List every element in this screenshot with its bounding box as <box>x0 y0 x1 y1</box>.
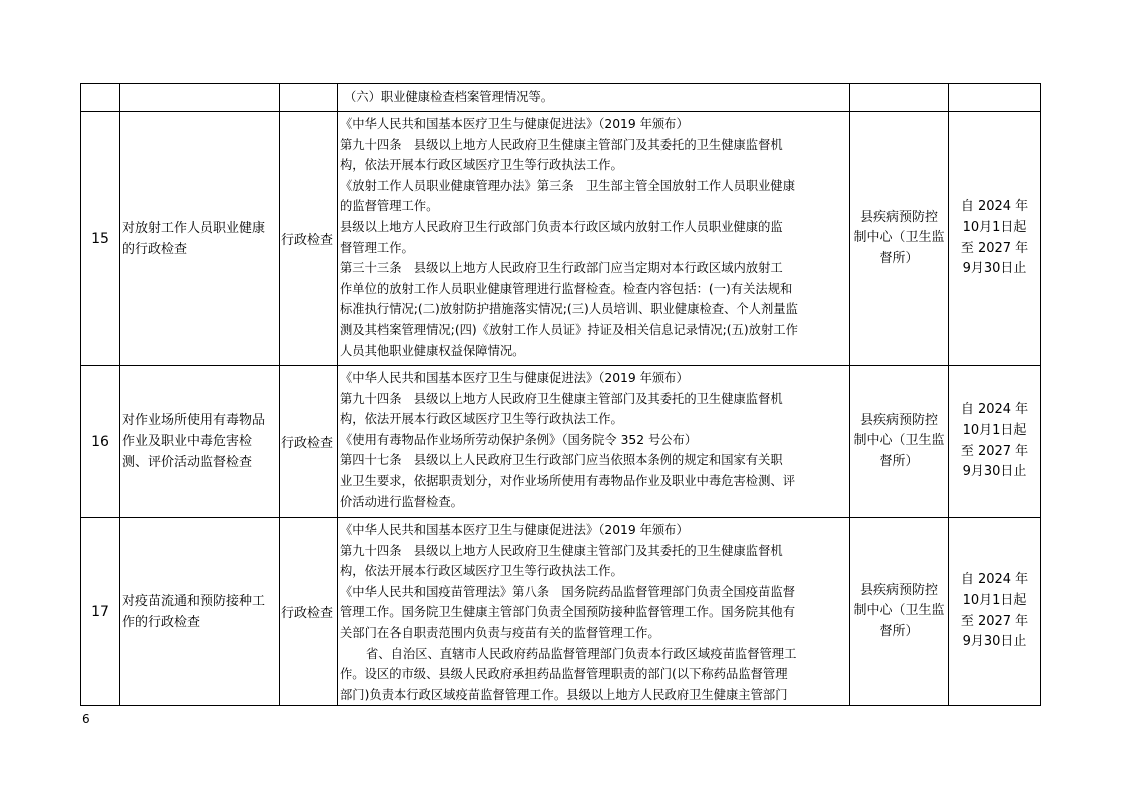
item-line: 作的行政检查 <box>122 614 201 630</box>
basis-line: 标准执行情况;(二)放射防护措施落实情况;(三)人员培训、职业健康检查、个人剂量监 <box>340 302 798 317</box>
dept-line: 制中心（卫生监 <box>853 603 945 619</box>
basis-line: 人员其他职业健康权益保障情况。 <box>340 343 525 358</box>
item-cell <box>120 518 280 706</box>
basis-line: 《中华人民共和国基本医疗卫生与健康促进法》（2019 年颁布） <box>340 371 689 385</box>
dept-line: 督所） <box>879 623 919 639</box>
time-line: 自 2024 年 <box>960 572 1029 588</box>
enforcement-table <box>80 83 1041 706</box>
item-line: 测、评价活动监督检查 <box>122 455 253 470</box>
time-line: 9月30日止 <box>962 464 1027 480</box>
basis-line: 第四十七条 县级以上人民政府卫生行政部门应当依照本条例的规定和国家有关职 <box>340 453 783 468</box>
basis-line: 第九十四条 县级以上地方人民政府卫生健康主管部门及其委托的卫生健康监督机 <box>340 137 783 152</box>
basis-line: （六）职业健康检查档案管理情况等。 <box>344 90 554 105</box>
time-line: 10月1日起 <box>962 593 1027 609</box>
item-line: 作业及职业中毒危害检 <box>122 434 253 449</box>
time-line: 10月1日起 <box>962 422 1027 438</box>
item-line: 的行政检查 <box>122 241 188 257</box>
basis-line: 第三十三条 县级以上地方人民政府卫生行政部门应当定期对本行政区域内放射工 <box>340 261 783 276</box>
basis-line: 《中华人民共和国基本医疗卫生与健康促进法》（2019 年颁布） <box>340 523 689 537</box>
time-cell <box>949 84 1041 112</box>
item-line: 对作业场所使用有毒物品 <box>122 413 266 428</box>
dept-cell <box>850 518 949 706</box>
time-line: 9月30日止 <box>962 634 1027 650</box>
dept-cell <box>850 366 949 518</box>
basis-line: 作。设区的市级、县级人民政府承担药品监督管理职责的部门(以下称药品监督管理 <box>340 667 788 682</box>
basis-cell <box>338 518 850 706</box>
basis-line: 业卫生要求，依据职责划分，对作业场所使用有毒物品作业及职业中毒危害检测、评 <box>340 473 795 488</box>
basis-line: 《使用有毒物品作业场所劳动保护条例》（国务院令 352 号公布） <box>340 432 698 447</box>
row-number: 15 <box>81 112 120 366</box>
basis-line: 第九十四条 县级以上地方人民政府卫生健康主管部门及其委托的卫生健康监督机 <box>340 543 783 558</box>
time-line: 自 2024 年 <box>960 199 1029 215</box>
basis-line: 部门)负责本行政区域疫苗监督管理工作。县级以上地方人民政府卫生健康主管部门 <box>340 687 788 702</box>
basis-line: 《中华人民共和国基本医疗卫生与健康促进法》（2019 年颁布） <box>340 117 689 131</box>
type-cell: 行政检查 <box>280 366 338 518</box>
time-line: 9月30日止 <box>962 261 1027 277</box>
dept-cell <box>850 112 949 366</box>
type-cell: 行政检查 <box>280 112 338 366</box>
dept-line: 制中心（卫生监 <box>853 433 945 449</box>
row-number: 17 <box>81 518 120 706</box>
basis-line: 的监督管理工作。 <box>340 199 439 214</box>
type-cell <box>280 84 338 112</box>
basis-line: 管理工作。国务院卫生健康主管部门负责全国预防接种监督管理工作。国务院其他有 <box>340 605 795 620</box>
item-line: 对放射工作人员职业健康 <box>122 220 266 236</box>
basis-line: 县级以上地方人民政府卫生行政部门负责本行政区域内放射工作人员职业健康的监 <box>340 219 783 234</box>
item-cell <box>120 366 280 518</box>
item-cell <box>120 112 280 366</box>
basis-line: 价活动进行监督检查。 <box>340 494 463 509</box>
basis-line: 第九十四条 县级以上地方人民政府卫生健康主管部门及其委托的卫生健康监督机 <box>340 391 783 406</box>
dept-cell <box>850 84 949 112</box>
basis-line: 省、自治区、直辖市人民政府药品监督管理部门负责本行政区域疫苗监督管理工 <box>366 646 797 661</box>
basis-line: 《中华人民共和国疫苗管理法》第八条 国务院药品监督管理部门负责全国疫苗监督 <box>340 584 795 599</box>
continuation-row <box>81 84 1041 112</box>
basis-cell <box>338 84 850 112</box>
time-line: 10月1日起 <box>962 219 1027 235</box>
basis-line: 《放射工作人员职业健康管理办法》第三条 卫生部主管全国放射工作人员职业健康 <box>340 178 795 193</box>
dept-line: 县疾病预防控 <box>859 582 938 598</box>
basis-line: 作单位的放射工作人员职业健康管理进行监督检查。检查内容包括：(一)有关法规和 <box>340 281 793 296</box>
basis-line: 关部门在各自职责范围内负责与疫苗有关的监督管理工作。 <box>340 625 660 640</box>
basis-cell <box>338 112 850 366</box>
dept-line: 督所） <box>879 250 919 266</box>
table-row <box>81 112 1041 366</box>
basis-line: 构，依法开展本行政区域医疗卫生等行政执法工作。 <box>340 412 623 427</box>
time-cell <box>949 518 1041 706</box>
dept-line: 县疾病预防控 <box>859 209 938 225</box>
number-cell <box>81 84 120 112</box>
item-line: 对疫苗流通和预防接种工 <box>122 593 266 609</box>
basis-cell <box>338 366 850 518</box>
time-line: 自 2024 年 <box>960 402 1029 418</box>
type-cell: 行政检查 <box>280 518 338 706</box>
basis-line: 构，依法开展本行政区域医疗卫生等行政执法工作。 <box>340 158 623 173</box>
time-line: 至 2027 年 <box>960 443 1029 459</box>
dept-line: 县疾病预防控 <box>859 412 938 428</box>
time-line: 至 2027 年 <box>960 240 1029 256</box>
item-cell <box>120 84 280 112</box>
time-cell <box>949 366 1041 518</box>
time-line: 至 2027 年 <box>960 613 1029 629</box>
page-number: 6 <box>82 712 90 726</box>
basis-line: 构，依法开展本行政区域医疗卫生等行政执法工作。 <box>340 564 623 579</box>
dept-line: 督所） <box>879 453 919 469</box>
dept-line: 制中心（卫生监 <box>853 230 945 246</box>
basis-line: 测及其档案管理情况;(四)《放射工作人员证》持证及相关信息记录情况;(五)放射工作 <box>340 322 798 337</box>
row-number: 16 <box>81 366 120 518</box>
basis-line: 督管理工作。 <box>340 240 414 255</box>
table-row <box>81 366 1041 518</box>
table-row <box>81 518 1041 706</box>
time-cell <box>949 112 1041 366</box>
